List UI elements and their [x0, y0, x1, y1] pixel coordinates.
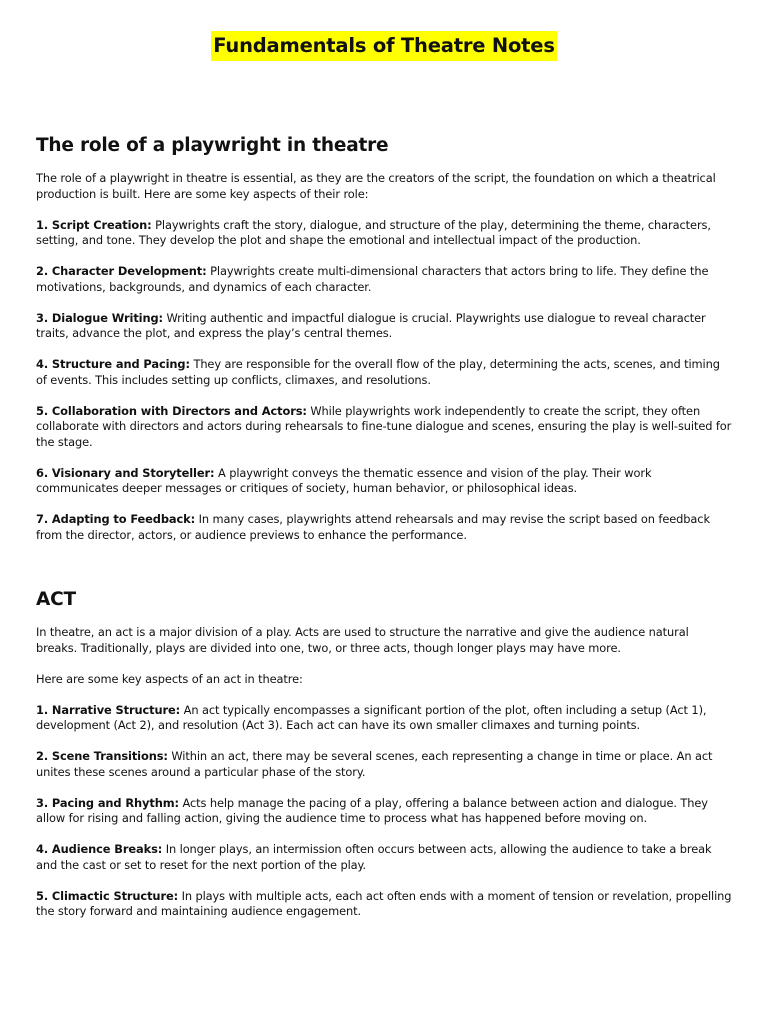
list-item: [36, 512, 732, 543]
item-lead: 4. Audience Breaks:: [36, 842, 163, 856]
item-text: In plays with multiple acts, each act often ends with a moment of tension or revelation, propelling the story forward and maintaining audience engagement.: [36, 888, 732, 918]
item-lead: 4. Structure and Pacing:: [36, 357, 190, 371]
item-lead: 5. Collaboration with Directors and Actors:: [36, 403, 307, 418]
item-text: Within an act, there may be several scenes, each representing a change in time or place. An act unites these scenes around a particular phase of the story.: [36, 749, 713, 779]
item-lead: 1. Narrative Structure:: [36, 702, 181, 717]
item-text: In longer plays, an intermission often occurs between acts, allowing the audience to take a break and the cast or set to reset for the next portion of the play.: [36, 842, 712, 872]
item-text: Acts help manage the pacing of a play, offering a balance between action and dialogue. They allow for rising and falling action, giving the audience time to process what has happened before moving on.: [36, 795, 708, 825]
item-text: A playwright conveys the thematic essence and vision of the play. Their work communicates deeper messages or critiques of society, human behavior, or philosophical ideas.: [36, 465, 652, 495]
intro-paragraph: Here are some key aspects of an act in theatre:: [36, 671, 303, 686]
list-item: [36, 466, 732, 497]
item-text: An act typically encompasses a significant portion of the plot, often including a setup (Act 1), development (Act 2), and resolution (Act 3). Each act can have its own smaller climaxes and turning points.: [36, 702, 707, 732]
list-item: [36, 889, 732, 920]
item-text: Playwrights craft the story, dialogue, and structure of the play, determining the theme, characters, setting, and tone. They develop the plot and shape the emotional and intellectual impact of the production.: [36, 217, 711, 247]
document-title: Fundamentals of Theatre Notes: [211, 31, 556, 61]
section-playwright-role: [36, 134, 732, 543]
item-text: Writing authentic and impactful dialogue is crucial. Playwrights use dialogue to reveal character traits, advance the plot, and express the play’s central themes.: [36, 310, 706, 340]
item-lead: 2. Scene Transitions:: [36, 749, 168, 763]
list-item: [36, 404, 732, 451]
list-item: [36, 703, 732, 734]
item-lead: 1. Script Creation:: [36, 217, 152, 232]
list-item: [36, 842, 732, 873]
intro-paragraph: The role of a playwright in theatre is essential, as they are the creators of the script, the foundation on which a theatrical production is built. Here are some key aspects of their role:: [36, 171, 716, 201]
list-item: [36, 311, 732, 342]
item-lead: 6. Visionary and Storyteller:: [36, 465, 215, 480]
item-lead: 3. Dialogue Writing:: [36, 310, 164, 325]
item-text: They are responsible for the overall flow of the play, determining the acts, scenes, and timing of events. This includes setting up conflicts, climaxes, and resolutions.: [36, 357, 720, 387]
title-wrap: [36, 31, 732, 61]
item-text: In many cases, playwrights attend rehearsals and may revise the script based on feedback from the director, actors, or audience previews to enhance the performance.: [36, 512, 710, 542]
list-item: [36, 749, 732, 780]
list-item: [36, 796, 732, 827]
section-heading: The role of a playwright in theatre: [36, 135, 389, 156]
list-item: [36, 264, 732, 295]
item-text: While playwrights work independently to create the script, they often collaborate with directors and actors during rehearsals to fine-tune dialogue and scenes, ensuring the play is well-suited for the stage.: [36, 403, 732, 449]
item-lead: 2. Character Development:: [36, 264, 207, 278]
section-act: [36, 588, 732, 920]
item-text: Playwrights create multi-dimensional characters that actors bring to life. They define the motivations, backgrounds, and dynamics of each character.: [36, 264, 709, 294]
intro-paragraph: In theatre, an act is a major division of a play. Acts are used to structure the narrative and give the audience natural breaks. Traditionally, plays are divided into one, two, or three acts, though longer plays may have more.: [36, 625, 689, 655]
item-lead: 7. Adapting to Feedback:: [36, 512, 196, 526]
list-item: [36, 218, 732, 249]
item-lead: 3. Pacing and Rhythm:: [36, 795, 179, 810]
list-item: [36, 357, 732, 388]
item-lead: 5. Climactic Structure:: [36, 888, 179, 903]
section-heading: ACT: [36, 589, 76, 610]
